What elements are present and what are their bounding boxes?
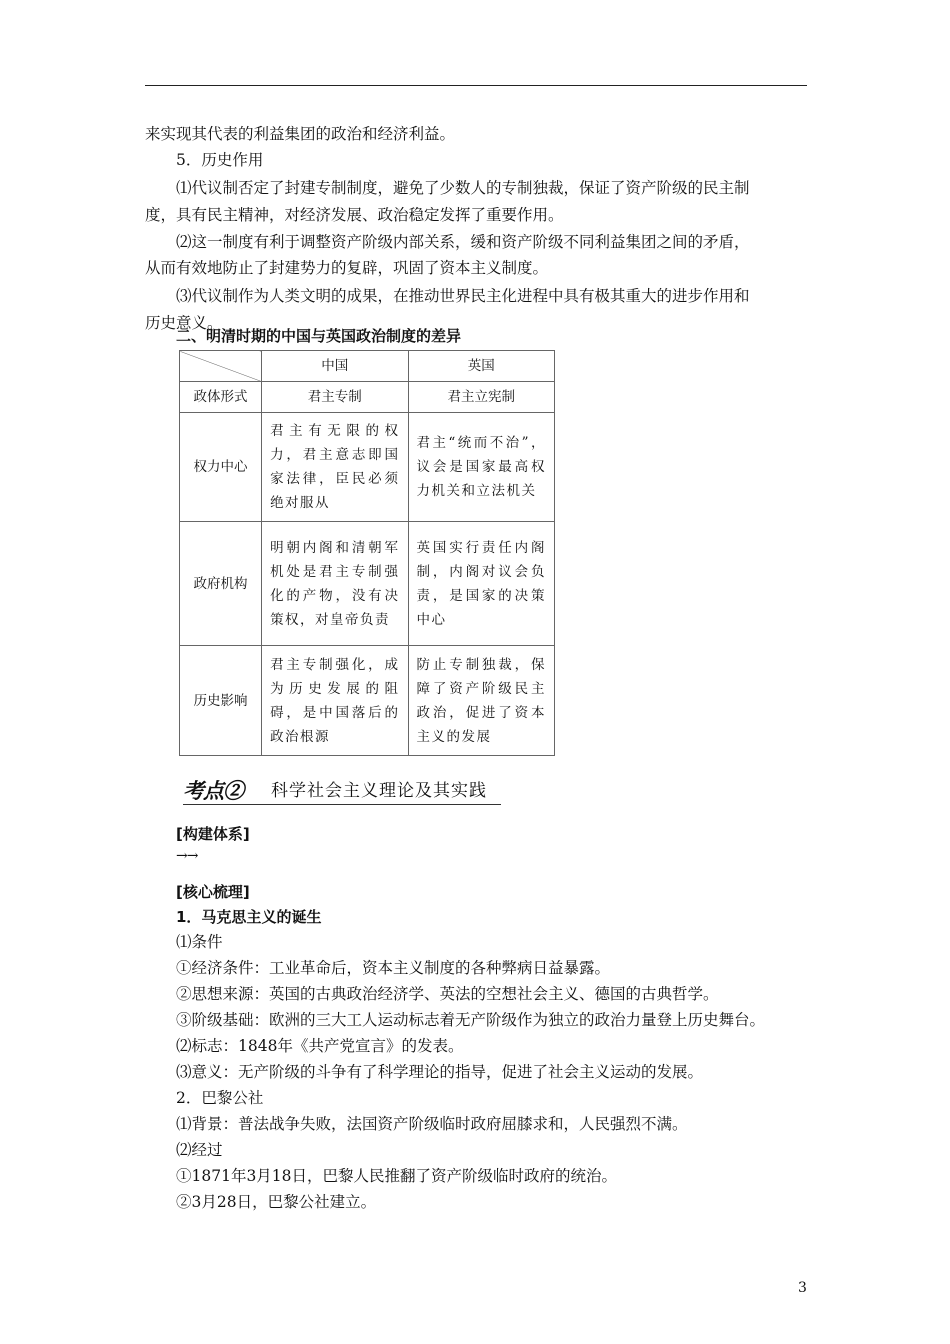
paragraph-line: 从而有效地防止了封建势力的复辟，巩固了资本主义制度。	[145, 259, 549, 277]
cell-britain: 英国实行责任内阁制，内阁对议会负责，是国家的决策中心	[408, 522, 554, 646]
page-number: 3	[798, 1280, 807, 1296]
list-item: ①经济条件：工业革命后，资本主义制度的各种弊病日益暴露。	[176, 959, 611, 977]
table-row	[180, 382, 555, 413]
list-item: ⑶意义：无产阶级的斗争有了科学理论的指导，促进了社会主义运动的发展。	[176, 1063, 704, 1081]
list-item: 2．巴黎公社	[176, 1089, 264, 1107]
paragraph-line: ⑵这一制度有利于调整资产阶级内部关系，缓和资产阶级不同利益集团之间的矛盾，	[176, 233, 750, 251]
list-item: ②3月28日，巴黎公社建立。	[176, 1193, 377, 1211]
cell-britain: 防止专制独裁，保障了资产阶级民主政治，促进了资本主义的发展	[408, 646, 554, 756]
table-row	[180, 413, 555, 522]
table-row	[180, 646, 555, 756]
list-item: ②思想来源：英国的古典政治经济学、英法的空想社会主义、德国的古典哲学。	[176, 985, 719, 1003]
row-label: 权力中心	[180, 413, 262, 522]
paragraph-line: ⑴代议制否定了封建专制制度，避免了少数人的专制独裁，保证了资产阶级的民主制	[176, 179, 750, 197]
list-item: ⑵经过	[176, 1141, 223, 1159]
subsection-heading: 1．马克思主义的诞生	[176, 908, 322, 926]
paragraph-line: 历史意义。	[145, 314, 223, 332]
table-corner-cell	[180, 351, 262, 382]
col-header-britain: 英国	[408, 351, 554, 382]
list-item: ⑵标志：1848年《共产党宣言》的发表。	[176, 1037, 464, 1055]
row-label: 政体形式	[180, 382, 262, 413]
item-heading: 5．历史作用	[176, 151, 264, 169]
hexin-heading: [核心梳理]	[176, 883, 250, 901]
kaodian-title: 科学社会主义理论及其实践	[271, 781, 487, 801]
row-label: 政府机构	[180, 522, 262, 646]
comparison-table	[179, 350, 555, 756]
table-header-row	[180, 351, 555, 382]
cell-china: 明朝内阁和清朝军机处是君主专制强化的产物，没有决策权，对皇帝负责	[262, 522, 408, 646]
cell-britain: 君主“统而不治”，议会是国家最高权力机关和立法机关	[408, 413, 554, 522]
cell-britain: 君主立宪制	[408, 382, 554, 413]
kaodian-logo: 考点②	[183, 778, 243, 803]
cell-china: 君主专制	[262, 382, 408, 413]
paragraph-line: 来实现其代表的利益集团的政治和经济利益。	[145, 125, 456, 143]
header-rule	[145, 85, 807, 86]
cell-china: 君主专制强化，成为历史发展的阻碍，是中国落后的政治根源	[262, 646, 408, 756]
goujian-heading: [构建体系]	[176, 825, 250, 843]
kaodian-underline	[183, 804, 501, 805]
table-row	[180, 522, 555, 646]
list-item: ⑴条件	[176, 933, 223, 951]
kaodian-banner	[183, 773, 501, 805]
paragraph-line: ⑶代议制作为人类文明的成果，在推动世界民主化进程中具有极其重大的进步作用和	[176, 287, 750, 305]
row-label: 历史影响	[180, 646, 262, 756]
arrow-glyphs: →→	[176, 848, 198, 864]
section-title: 二、明清时期的中国与英国政治制度的差异	[176, 327, 462, 345]
col-header-china: 中国	[262, 351, 408, 382]
paragraph-line: 度，具有民主精神，对经济发展、政治稳定发挥了重要作用。	[145, 206, 564, 224]
list-item: ③阶级基础：欧洲的三大工人运动标志着无产阶级作为独立的政治力量登上历史舞台。	[176, 1011, 766, 1029]
list-item: ①1871年3月18日，巴黎人民推翻了资产阶级临时政府的统治。	[176, 1167, 618, 1185]
cell-china: 君主有无限的权力，君主意志即国家法律，臣民必须绝对服从	[262, 413, 408, 522]
list-item: ⑴背景：普法战争失败，法国资产阶级临时政府屈膝求和，人民强烈不满。	[176, 1115, 688, 1133]
